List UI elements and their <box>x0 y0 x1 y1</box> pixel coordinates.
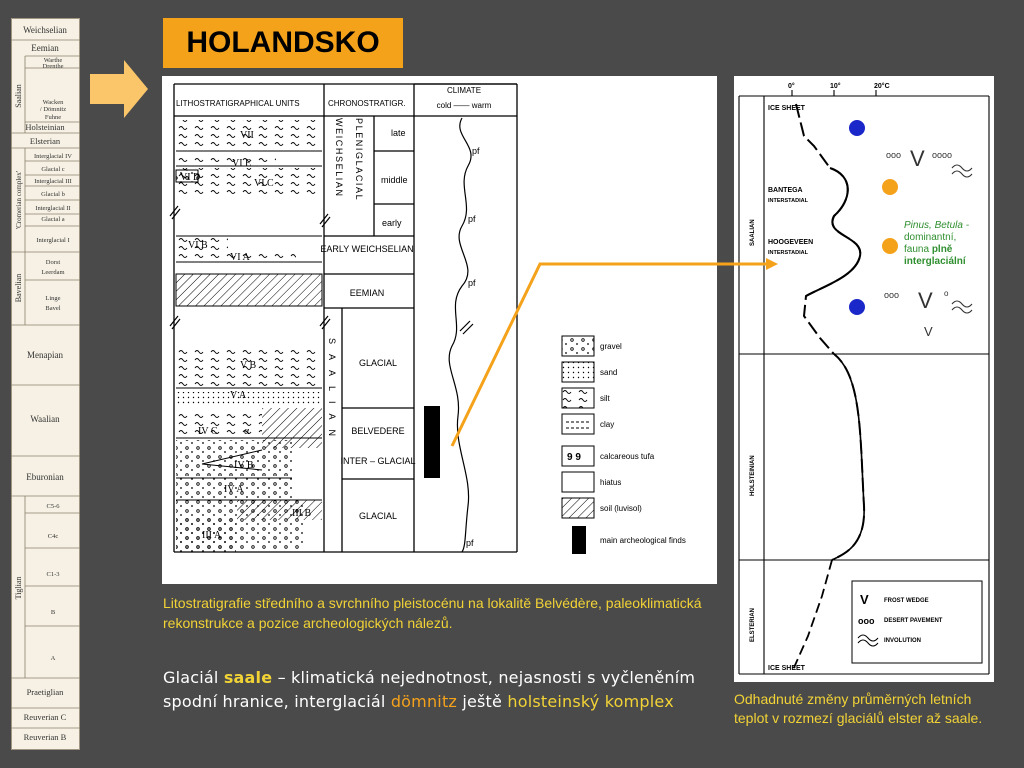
legend-desert-pavement: DESERT PAVEMENT <box>884 618 943 624</box>
desert-pavement-icon: ooo <box>858 616 875 626</box>
page-title: HOLANDSKO <box>163 18 403 68</box>
figure1-caption: Litostratigrafie středního a svrchního pleistocénu na lokalitě Belvédère, paleoklimatická rekonstrukce a pozice archeologických nálezů. <box>163 595 702 631</box>
elsterian-label: ELSTERIAN <box>750 607 756 642</box>
unit-iv-b: IV B <box>234 460 254 471</box>
pinus-line4: interglaciální <box>904 256 966 267</box>
legend-frost-wedge: FROST WEDGE <box>884 598 929 604</box>
strat-leerdam: Leerdam <box>41 269 65 276</box>
pinus-line3b: plně <box>931 244 953 255</box>
body-p1: Glaciál <box>163 668 224 687</box>
desert-pavement-symbol-4: o <box>944 289 949 298</box>
strat-c13: C1-3 <box>46 571 60 578</box>
body-domnitz: dömnitz <box>390 692 458 711</box>
strat-dorst: Dorst <box>45 259 61 266</box>
figure2-caption: Odhadnuté změny průměrných letních teplot v rozmezí glaciálů elster až saale. <box>734 691 983 726</box>
strat-b: B <box>50 609 56 616</box>
strat-reuverian-c: Reuverian C <box>23 712 67 722</box>
strat-glacial-a: Glacial a <box>41 216 65 223</box>
unit-iv-c: IV C <box>198 426 218 437</box>
axis-20: 20°C <box>874 83 890 90</box>
strat-glacial-b: Glacial b <box>41 191 65 198</box>
header-climate: CLIMATE <box>446 86 482 95</box>
chrono-early: early <box>382 218 402 228</box>
unit-vi-b: VI B <box>188 240 208 251</box>
legend-silt: silt <box>600 394 610 403</box>
unit-iii-a: III A <box>202 530 222 541</box>
chrono-middle: middle <box>381 175 408 185</box>
chrono-inter-glacial: INTER – GLACIAL <box>340 456 416 466</box>
frost-wedge-symbol-3: V <box>924 324 933 339</box>
legend-finds: main archeological finds <box>600 536 686 545</box>
legend-gravel: gravel <box>600 342 622 351</box>
strat-warthe: Warthe <box>43 57 63 64</box>
chrono-belvedere: BELVEDERE <box>351 426 405 436</box>
weichselian-vertical: WEICHSELIAN <box>334 118 344 198</box>
axis-10: 10° <box>830 83 841 90</box>
strat-bavelian: Bavelian <box>14 273 23 303</box>
chrono-eemian: EEMIAN <box>349 288 385 298</box>
pf-1: pf <box>472 146 480 156</box>
strat-eemian: Eemian <box>31 43 59 53</box>
strat-glacial-c: Glacial c <box>41 166 65 173</box>
strat-waalian: Waalian <box>30 414 60 424</box>
strat-reuverian-b: Reuverian B <box>23 732 67 742</box>
header-litho: LITHOSTRATIGRAPHICAL UNITS <box>176 99 300 108</box>
unit-iv-c-alpha: α <box>244 426 250 437</box>
chrono-late: late <box>391 128 406 138</box>
saalian-label: SAALIAN <box>750 219 756 246</box>
hoogeveen-sub: INTERSTADIAL <box>768 250 808 256</box>
legend-soil: soil (luvisol) <box>600 504 642 513</box>
holsteinian-label: HOLSTEINIAN <box>750 455 756 496</box>
body-p2: – klimatická nejednotnost, nejasnosti s vyčleněním spodní hranice, interglaciál <box>163 668 696 711</box>
chrono-glacial-lower: GLACIAL <box>358 511 398 521</box>
strat-fuhne: Fuhne <box>44 114 62 121</box>
strat-domnitz: / Dömnitz <box>39 106 67 113</box>
legend-hiatus: hiatus <box>600 478 622 487</box>
unit-iv-a: IV A <box>224 484 244 495</box>
pinus-line2: dominantní, <box>904 232 957 243</box>
strat-linge: Linge <box>45 295 61 302</box>
svg-text:9 9: 9 9 <box>567 452 581 463</box>
frost-wedge-symbol-1: V <box>910 146 925 171</box>
strat-menapian: Menapian <box>27 350 63 360</box>
unit-v-b: V B <box>240 360 257 371</box>
strat-eburonian: Eburonian <box>26 472 64 482</box>
header-climate-sub: cold —— warm <box>436 101 492 110</box>
pf-3: pf <box>468 278 476 288</box>
legend-involution: INVOLUTION <box>884 638 921 644</box>
strat-c4c: C4c <box>47 533 59 540</box>
hoogeveen: HOOGEVEEN <box>768 239 814 246</box>
ice-sheet-bottom: ICE SHEET <box>768 665 805 672</box>
legend-clay: clay <box>600 420 615 429</box>
strat-interglacial-i: Interglacial I <box>36 237 70 244</box>
strat-drenthe: Drenthe <box>42 63 64 70</box>
strat-elsterian: Elsterian <box>29 136 61 146</box>
unit-vi-a: VI A <box>230 252 250 263</box>
ice-sheet-top: ICE SHEET <box>768 105 805 112</box>
body-saale: saale <box>223 668 273 687</box>
desert-pavement-symbol-1: ooo <box>886 150 902 160</box>
chrono-glacial-upper: GLACIAL <box>358 358 398 368</box>
strat-praetiglian: Praetiglian <box>26 687 64 697</box>
body-text <box>163 666 703 714</box>
unit-vi-c: VI C <box>254 178 274 189</box>
strat-bavel: Bavel <box>45 305 61 312</box>
desert-pavement-symbol-3: ooo <box>884 290 900 300</box>
unit-iii-b: III B <box>292 508 312 519</box>
axis-0: 0° <box>788 83 795 90</box>
pf-4: pf <box>466 538 474 548</box>
strat-interglacial-ii: Interglacial II <box>35 205 71 212</box>
strat-interglacial-iii: Interglacial III <box>34 178 72 185</box>
frost-wedge-icon: V <box>860 592 869 607</box>
bantega: BANTEGA <box>768 187 803 194</box>
strat-cromerian: 'Cromerian complex' <box>15 170 23 230</box>
pinus-line3: fauna <box>904 244 930 255</box>
strat-tiglian: Tiglian <box>14 576 23 600</box>
strat-wacken: Wacken <box>42 99 64 106</box>
unit-v-a: V A <box>230 390 247 401</box>
legend-calcareous-tufa: calcareous tufa <box>600 452 655 461</box>
early-weichselian: EARLY WEICHSELIAN <box>320 244 414 254</box>
strat-saalian: Saalian <box>14 84 23 108</box>
frost-wedge-symbol-2: V <box>918 288 933 313</box>
unit-vii: VII <box>240 130 254 141</box>
desert-pavement-symbol-2: oooo <box>932 150 953 160</box>
legend-sand: sand <box>600 368 618 377</box>
unit-vi-e: VI E <box>232 158 252 169</box>
pf-2: pf <box>468 214 476 224</box>
pinus-line1: Pinus, Betula - <box>904 220 970 231</box>
pleniglacial-vertical: PLENIGLACIAL <box>354 118 364 202</box>
strat-interglacial-iv: Interglacial IV <box>34 153 72 160</box>
strat-a: A <box>50 655 56 662</box>
strat-holsteinian: Holsteinian <box>25 122 65 132</box>
body-p3: ještě <box>457 692 508 711</box>
bantega-sub: INTERSTADIAL <box>768 198 808 204</box>
header-chrono: CHRONOSTRATIGR. <box>328 99 406 108</box>
saalian-vertical: SAALIAN <box>327 338 337 447</box>
strat-c56: C5-6 <box>46 503 60 510</box>
strat-weichselian: Weichselian <box>23 25 67 35</box>
body-holstein: holsteinský komplex <box>507 692 674 711</box>
unit-vi-d: VI D <box>180 172 201 183</box>
